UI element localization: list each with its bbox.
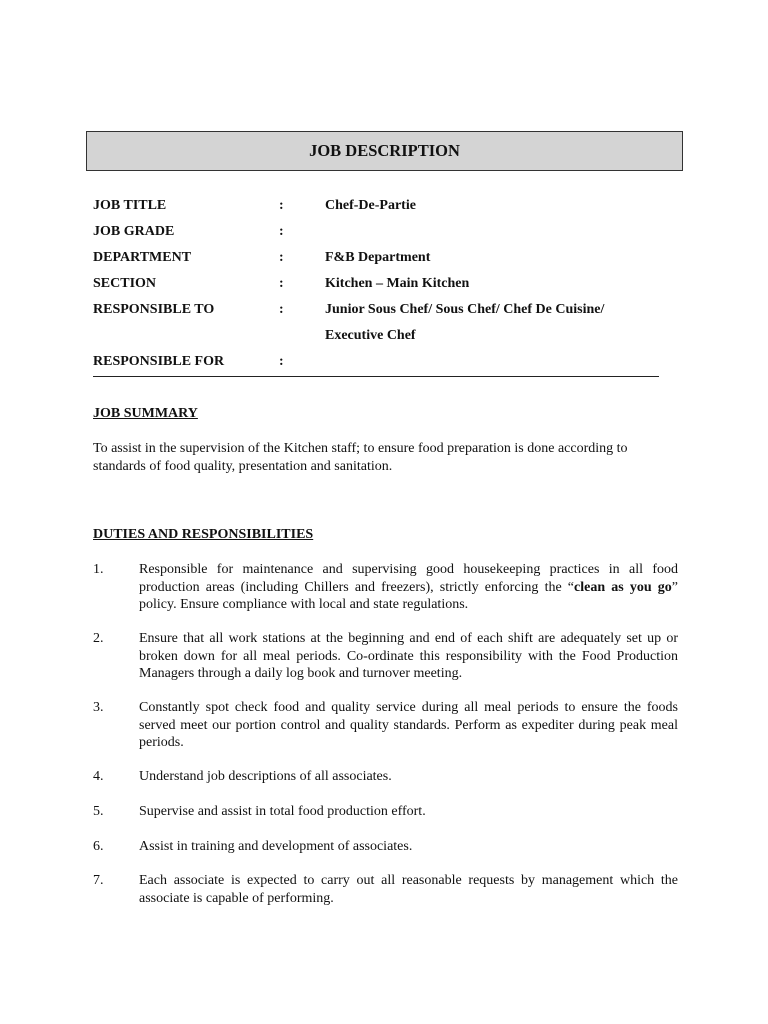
duty-text: [139, 561, 678, 614]
duty-text-part: Supervise and assist in total food production effort.: [139, 804, 426, 819]
field-label: SECTION: [93, 276, 157, 291]
duty-number: 6.: [93, 839, 104, 854]
field-colon: :: [279, 224, 284, 239]
duty-item: [93, 803, 678, 821]
field-colon: :: [279, 250, 284, 265]
duty-item: [93, 768, 678, 786]
duty-number: 2.: [93, 631, 104, 646]
field-label: JOB TITLE: [93, 198, 167, 213]
duty-text: [139, 838, 678, 856]
job-summary-heading: JOB SUMMARY: [93, 406, 198, 421]
duty-item: [93, 630, 678, 683]
field-label: RESPONSIBLE TO: [93, 302, 215, 317]
duty-number: 4.: [93, 769, 104, 784]
field-colon: :: [279, 198, 284, 213]
duty-text: [139, 630, 678, 683]
field-value: Kitchen – Main Kitchen: [325, 276, 470, 291]
duty-text-part: Assist in training and development of associates.: [139, 839, 413, 854]
duty-text: [139, 803, 678, 821]
duty-text: [139, 872, 678, 907]
duty-text-part: Responsible for maintenance and supervising good housekeeping practices in all food production areas (including Chillers and freezers), strictly enforcing the “: [139, 562, 678, 595]
duty-item: [93, 561, 678, 614]
separator-line: [93, 376, 659, 377]
document-title: JOB DESCRIPTION: [86, 131, 683, 171]
duty-text-part: ” policy. Ensure compliance with local and state regulations.: [139, 579, 678, 612]
field-colon: :: [279, 302, 284, 317]
duty-number: 5.: [93, 804, 104, 819]
field-label: JOB GRADE: [93, 224, 175, 239]
field-colon: :: [279, 354, 284, 369]
field-value: Executive Chef: [325, 328, 416, 343]
field-value: Chef-De-Partie: [325, 198, 416, 213]
duty-text-part: Ensure that all work stations at the beginning and end of each shift are adequately set up or broken down for all meal periods. Co-ordinate this responsibility with the Food Production Managers through a daily log book and turnover meeting.: [139, 631, 678, 681]
job-summary-text: To assist in the supervision of the Kitchen staff; to ensure food preparation is done according to standards of food quality, presentation and sanitation.: [93, 441, 628, 474]
duty-number: 3.: [93, 700, 104, 715]
field-value: F&B Department: [325, 250, 431, 265]
field-label: RESPONSIBLE FOR: [93, 354, 225, 369]
duty-text-part: Constantly spot check food and quality service during all meal periods to ensure the foods served meet our portion control and quality standards. Perform as expediter during peak meal periods.: [139, 700, 678, 750]
field-colon: :: [279, 276, 284, 291]
duty-number: 1.: [93, 562, 104, 577]
duty-text: [139, 768, 678, 786]
field-label: DEPARTMENT: [93, 250, 192, 265]
duties-heading: DUTIES AND RESPONSIBILITIES: [93, 527, 314, 542]
duty-text-emphasis: clean as you go: [574, 579, 672, 595]
duty-text-part: Each associate is expected to carry out all reasonable requests by management which the associate is capable of performing.: [139, 873, 678, 906]
duty-item: [93, 872, 678, 907]
duty-text-part: Understand job descriptions of all associates.: [139, 769, 392, 784]
duty-item: [93, 838, 678, 856]
field-value: Junior Sous Chef/ Sous Chef/ Chef De Cuisine/: [325, 302, 605, 317]
duty-number: 7.: [93, 873, 104, 888]
duty-item: [93, 699, 678, 752]
duty-text: [139, 699, 678, 752]
